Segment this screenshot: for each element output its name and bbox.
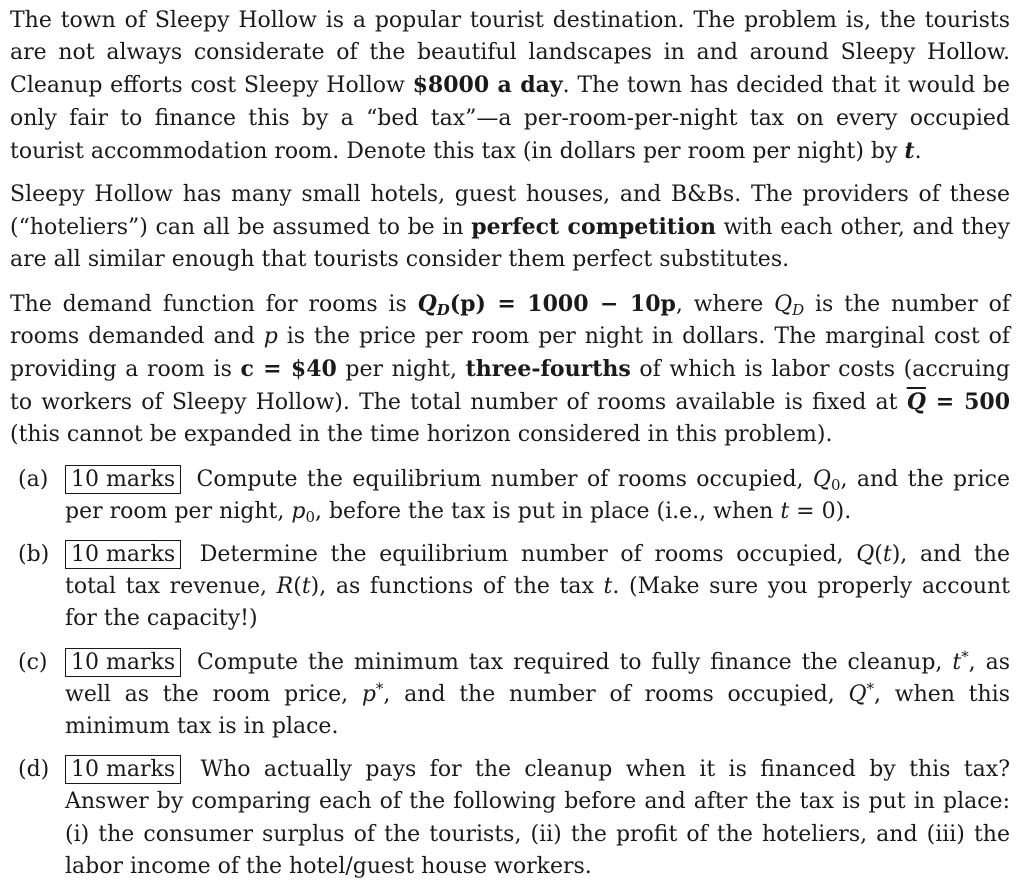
tax-variable: t xyxy=(904,137,915,164)
text: of which is labor costs (accruing to workers of Sleepy Hollow). The total number of rooms available is fixed at xyxy=(10,357,1011,416)
intro-paragraph-1 xyxy=(10,5,1010,168)
part-body xyxy=(65,647,1010,744)
cleanup-cost: $8000 a day xyxy=(412,72,563,99)
text: ), as functions of the tax xyxy=(310,574,604,600)
text: Compute the equilibrium number of rooms occupied, xyxy=(187,466,813,492)
text: ( xyxy=(874,542,883,568)
math-symbol: t xyxy=(952,649,962,675)
part-b xyxy=(10,539,1010,636)
text: , where xyxy=(675,291,775,317)
math-symbol: Q xyxy=(856,542,875,568)
math-symbol: Q xyxy=(812,466,831,492)
math-symbol: t xyxy=(603,574,613,600)
text: . xyxy=(914,138,922,164)
intro-paragraph-2 xyxy=(10,179,1010,277)
math-symbol: t xyxy=(780,498,790,524)
text: Compute the minimum tax required to fully finance the cleanup, xyxy=(187,649,953,675)
part-label: (a) xyxy=(18,466,49,492)
text: , and the price per room per night, xyxy=(65,466,1010,524)
text: , and the number of rooms occupied, xyxy=(383,681,849,707)
math-symbol: R xyxy=(276,574,294,600)
text: , before the tax is put in place (i.e., when xyxy=(314,498,781,524)
intro-paragraph-3 xyxy=(10,288,1010,452)
math-symbol: Q xyxy=(774,291,793,317)
marks-box: 10 marks xyxy=(65,755,181,784)
math-symbol: p xyxy=(263,323,278,349)
marks-box: 10 marks xyxy=(65,648,181,677)
part-label: (b) xyxy=(18,542,50,568)
part-c xyxy=(10,647,1010,744)
math-symbol: p xyxy=(361,681,376,707)
text: , when this minimum tax is in place. xyxy=(65,681,1010,740)
marks-box: 10 marks xyxy=(65,465,181,494)
question-parts xyxy=(10,464,1010,883)
part-a xyxy=(10,464,1010,528)
marginal-cost: c = $40 xyxy=(240,356,337,383)
math-symbol: Q xyxy=(417,290,437,317)
math-subscript: 0 xyxy=(305,508,315,527)
math-superscript: * xyxy=(866,679,875,698)
math-expression: (p) = 1000 − 10p xyxy=(449,290,676,317)
math-symbol: t xyxy=(882,542,892,568)
text: is the number of rooms demanded and xyxy=(10,291,1010,349)
math-symbol: t xyxy=(301,574,311,600)
math-subscript: 0 xyxy=(830,475,841,494)
capacity-value: = 500 xyxy=(925,389,1010,416)
text: The town of Sleepy Hollow is a popular tourist destination. The problem is, the tourists are not always considerate of the beautiful landscapes in and around Sleepy Hollow. Cleanup efforts cost Sleepy Hollow xyxy=(10,8,1010,99)
math-symbol: p xyxy=(291,498,306,524)
part-label: (d) xyxy=(18,757,50,783)
math-subscript: D xyxy=(436,300,450,319)
perfect-competition: perfect competition xyxy=(471,214,716,241)
demand-function xyxy=(418,292,676,317)
math-subscript: D xyxy=(792,300,805,319)
labor-fraction: three-fourths xyxy=(465,356,631,383)
text: Sleepy Hollow has many small hotels, guest houses, and B&Bs. The providers of these (“hoteliers”) can all be assumed to be in xyxy=(10,182,1010,241)
part-body xyxy=(65,464,1010,528)
text: ( xyxy=(293,574,302,600)
text: . The town has decided that it would be only fair to finance this by a “bed tax”—a per-room-per-night tax on every occupied tourist accommodation room. Denote this tax (in dollars per room per night) by xyxy=(10,73,1010,164)
text: . (Make sure you properly account for the capacity!) xyxy=(65,574,1010,632)
text: ), and the total tax revenue, xyxy=(65,542,1010,600)
text: Determine the equilibrium number of rooms occupied, xyxy=(187,542,857,568)
text: (this cannot be expanded in the time horizon considered in this problem). xyxy=(10,422,833,448)
text: The demand function for rooms is xyxy=(10,291,418,317)
math-superscript: * xyxy=(961,647,969,666)
text: per night, xyxy=(336,357,466,383)
text: with each other, and they are all similar enough that tourists consider them perfect substitutes. xyxy=(10,215,1010,273)
part-label: (c) xyxy=(18,649,48,675)
math-superscript: * xyxy=(375,679,384,698)
text: Who actually pays for the cleanup when it is financed by this tax? Answer by comparing each of the following before and after the tax is put in place: (i) the consumer surplus of the tourists, (ii) the profit of the hoteliers, and (iii) the labor income of the hotel/guest house workers. xyxy=(65,757,1010,879)
math-symbol: Q xyxy=(848,681,867,707)
part-d xyxy=(10,754,1010,883)
text: , as well as the room price, xyxy=(65,649,1010,707)
part-body xyxy=(65,754,1010,883)
capacity-symbol: $\overline{Q}$ xyxy=(906,389,926,416)
marks-box: 10 marks xyxy=(65,540,181,569)
part-body xyxy=(65,539,1010,636)
text: is the price per room per night in dollars. The marginal cost of providing a room is xyxy=(10,323,1010,383)
text: = 0). xyxy=(789,498,852,524)
